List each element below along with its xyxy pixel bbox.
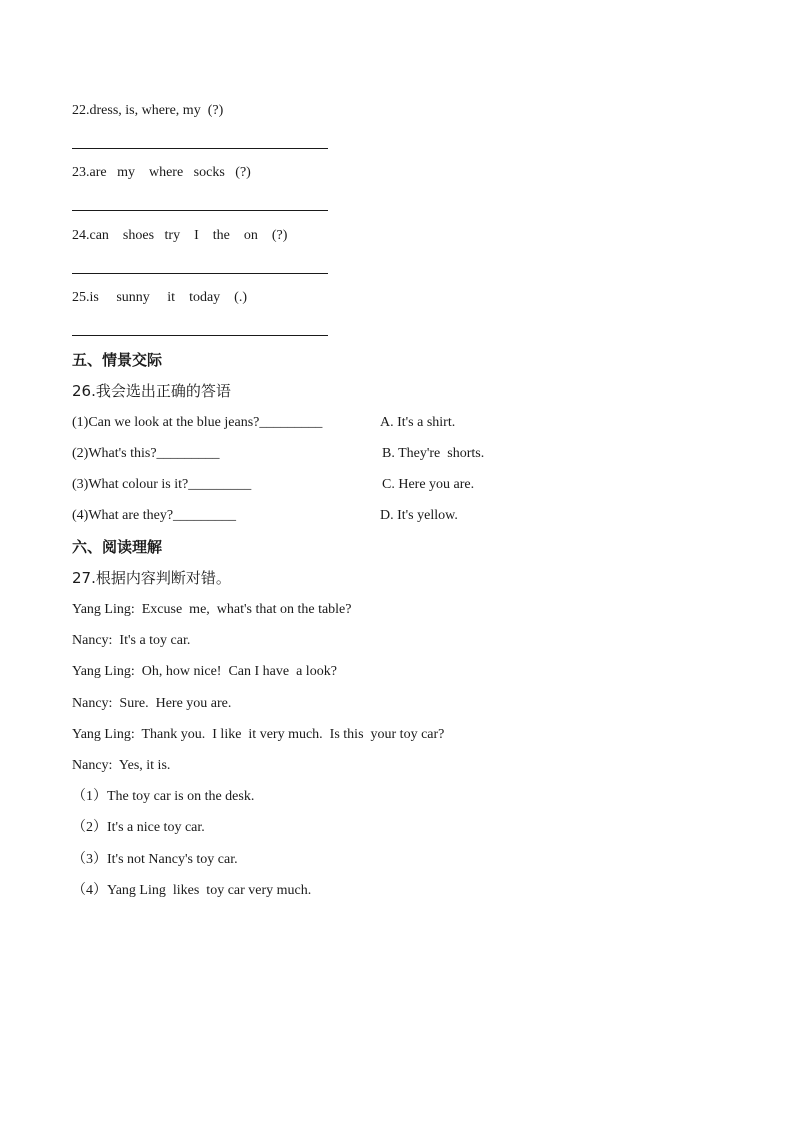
question-23: 23.are my where socks (?) [72, 165, 251, 180]
statement-1: （1）The toy car is on the desk. [72, 789, 255, 804]
question-25: 25.is sunny it today (.) [72, 290, 247, 305]
dialogue-line: Yang Ling: Oh, how nice! Can I have a look? [72, 664, 337, 679]
question-26-title: 26.我会选出正确的答语 [72, 382, 231, 400]
question-27-title: 27.根据内容判断对错。 [72, 569, 231, 587]
dialogue-line: Nancy: Sure. Here you are. [72, 696, 232, 711]
answer-line-25[interactable] [72, 335, 328, 336]
q26-option-a: A. It's a shirt. [380, 415, 456, 430]
statement-2: （2）It's a nice toy car. [72, 820, 205, 835]
q26-option-d: D. It's yellow. [380, 508, 458, 523]
section-6-heading: 六、阅读理解 [72, 538, 163, 556]
question-24: 24.can shoes try I the on (?) [72, 228, 288, 243]
answer-line-22[interactable] [72, 148, 328, 149]
question-22: 22.dress, is, where, my (?) [72, 103, 224, 118]
section-5-heading: 五、情景交际 [72, 351, 163, 369]
statement-4: （4）Yang Ling likes toy car very much. [72, 883, 312, 898]
dialogue-line: Yang Ling: Excuse me, what's that on the table? [72, 602, 352, 617]
q26-item-2: (2)What's this?_________ [72, 446, 220, 461]
q26-item-3: (3)What colour is it?_________ [72, 477, 252, 492]
q26-option-b: B. They're shorts. [382, 446, 485, 461]
answer-line-23[interactable] [72, 210, 328, 211]
dialogue-line: Yang Ling: Thank you. I like it very much. Is this your toy car? [72, 727, 445, 742]
answer-line-24[interactable] [72, 273, 328, 274]
dialogue-line: Nancy: It's a toy car. [72, 633, 191, 648]
q26-item-4: (4)What are they?_________ [72, 508, 237, 523]
q26-item-1: (1)Can we look at the blue jeans?_________ [72, 415, 323, 430]
statement-3: （3）It's not Nancy's toy car. [72, 852, 238, 867]
dialogue-line: Nancy: Yes, it is. [72, 758, 171, 773]
q26-option-c: C. Here you are. [382, 477, 475, 492]
